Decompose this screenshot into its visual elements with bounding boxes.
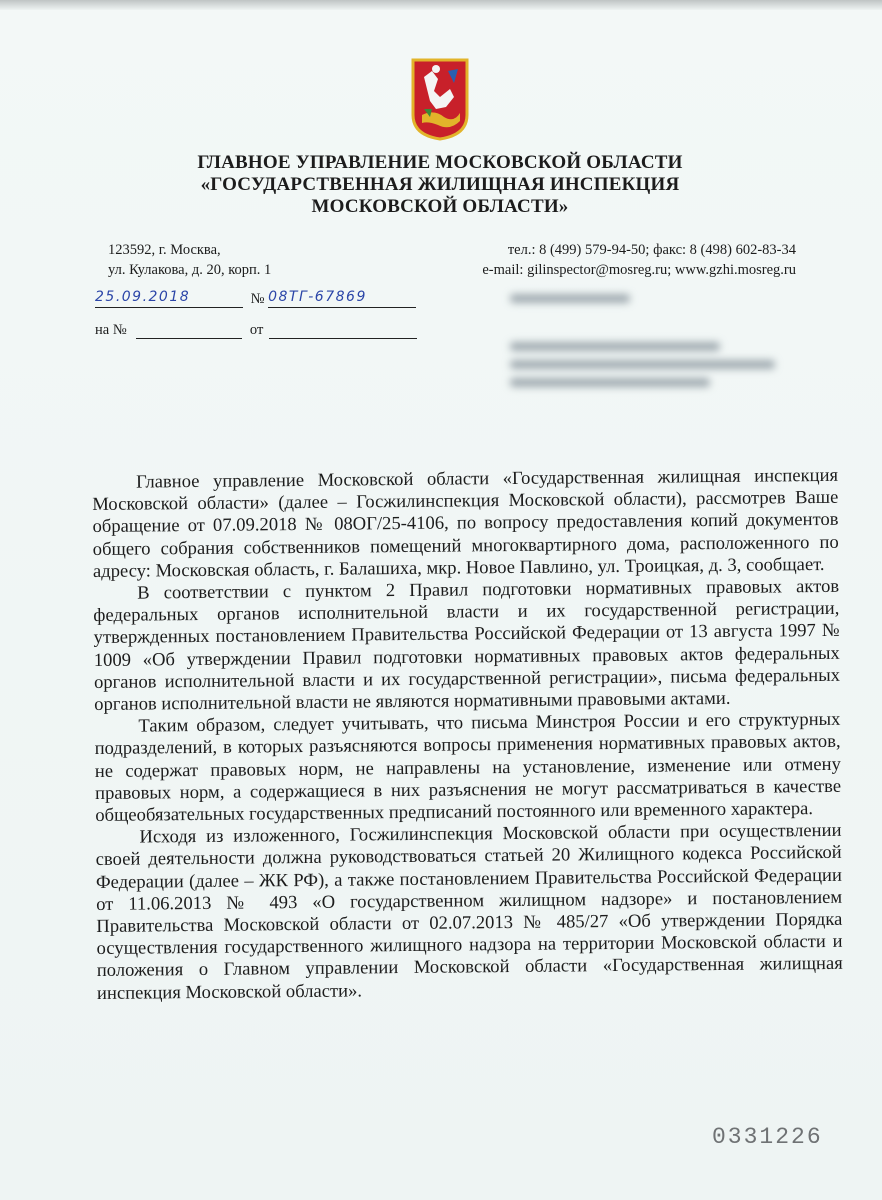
header-line-1: ГЛАВНОЕ УПРАВЛЕНИЕ МОСКОВСКОЙ ОБЛАСТИ [197, 152, 683, 173]
number-field [268, 289, 416, 308]
paragraph-1: Главное управление Московской области «Государственная жилищная инспекция Московской области» (далее – Госжилинспекция Московской области), рассмотрев Ваше обращение от 07.09.2018 № 08ОГ/25-4106, по вопросу предоставления копий документов общего собрания собственников помещений многоквартирного дома, расположенного по адресу: Московская область, г. Балашиха, мкр. Новое Павлино, ул. Троицкая, д. 3, сообщает. [92, 464, 839, 582]
paragraph-2: В соответствии с пунктом 2 Правил подготовки нормативных правовых актов федеральных органов исполнительной власти и их государственной регистрации, утвержденных постановлением Правительства Российской Федерации от 13 августа 1997 № 1009 «Об утверждении Правил подготовки нормативных правовых актов федеральных органов исполнительной власти и их государственной регистрации», письма федеральных органов исполнительной власти не являются нормативными правовыми актами. [93, 575, 841, 716]
ref-date-field [269, 320, 417, 339]
ref-number-field [136, 320, 242, 339]
address-line-2: ул. Кулакова, д. 20, корп. 1 [108, 262, 272, 278]
scan-edge [0, 0, 882, 10]
postal-address [108, 240, 271, 280]
address-line-1: 123592, г. Москва, [108, 242, 221, 258]
contact-phone-fax: тел.: 8 (499) 579-94-50; факс: 8 (498) 602-83-34 [507, 242, 796, 258]
incoming-reference [95, 320, 417, 339]
handwritten-date: 25.09.2018 [95, 289, 191, 305]
ref-number-label: на № [95, 322, 127, 338]
outgoing-registration [95, 289, 416, 308]
ref-from-label: от [249, 322, 264, 338]
date-field [95, 289, 243, 308]
handwritten-number: 08ТГ-67869 [268, 289, 367, 305]
organization-header [140, 152, 740, 218]
header-line-2: «ГОСУДАРСТВЕННАЯ ЖИЛИЩНАЯ ИНСПЕКЦИЯ [200, 174, 680, 195]
blurred-recipient-block [502, 290, 802, 420]
moscow-oblast-coat-of-arms-icon [410, 57, 470, 141]
contact-info [420, 240, 796, 280]
paragraph-4: Исходя из изложенного, Госжилинспекция Московской области при осуществлении своей деятельности должна руководствоваться статьей 20 Жилищного кодекса Российской Федерации (далее – ЖК РФ), а также постановлением Правительства Российской Федерации от 11.06.2013 № 493 «О государственном жилищном надзоре» и постановлением Правительства Московской области от 02.07.2013 № 485/27 «Об утверждении Порядка осуществления государственного жилищного надзора на территории Московской области и положения о Главном управлении Московской области «Государственная жилищная инспекция Московской области». [95, 820, 843, 1004]
number-label: № [250, 291, 265, 307]
contact-email-web: e-mail: gilinspector@mosreg.ru; www.gzhi.mosreg.ru [482, 262, 796, 278]
paragraph-3: Таким образом, следует учитывать, что письма Минстроя России и его структурных подразделений, в которых разъясняются вопросы применения нормативных правовых актов, не содержат правовых норм, не направлены на установление, изменение или отмену правовых норм, а содержащиеся в них разъяснения не могут рассматриваться в качестве общеобязательных государственных предписаний постоянного или временного характера. [94, 709, 842, 827]
document-serial-stamp: 0331226 [712, 1124, 823, 1150]
header-line-3: МОСКОВСКОЙ ОБЛАСТИ» [311, 196, 569, 217]
letter-body [92, 465, 843, 1005]
